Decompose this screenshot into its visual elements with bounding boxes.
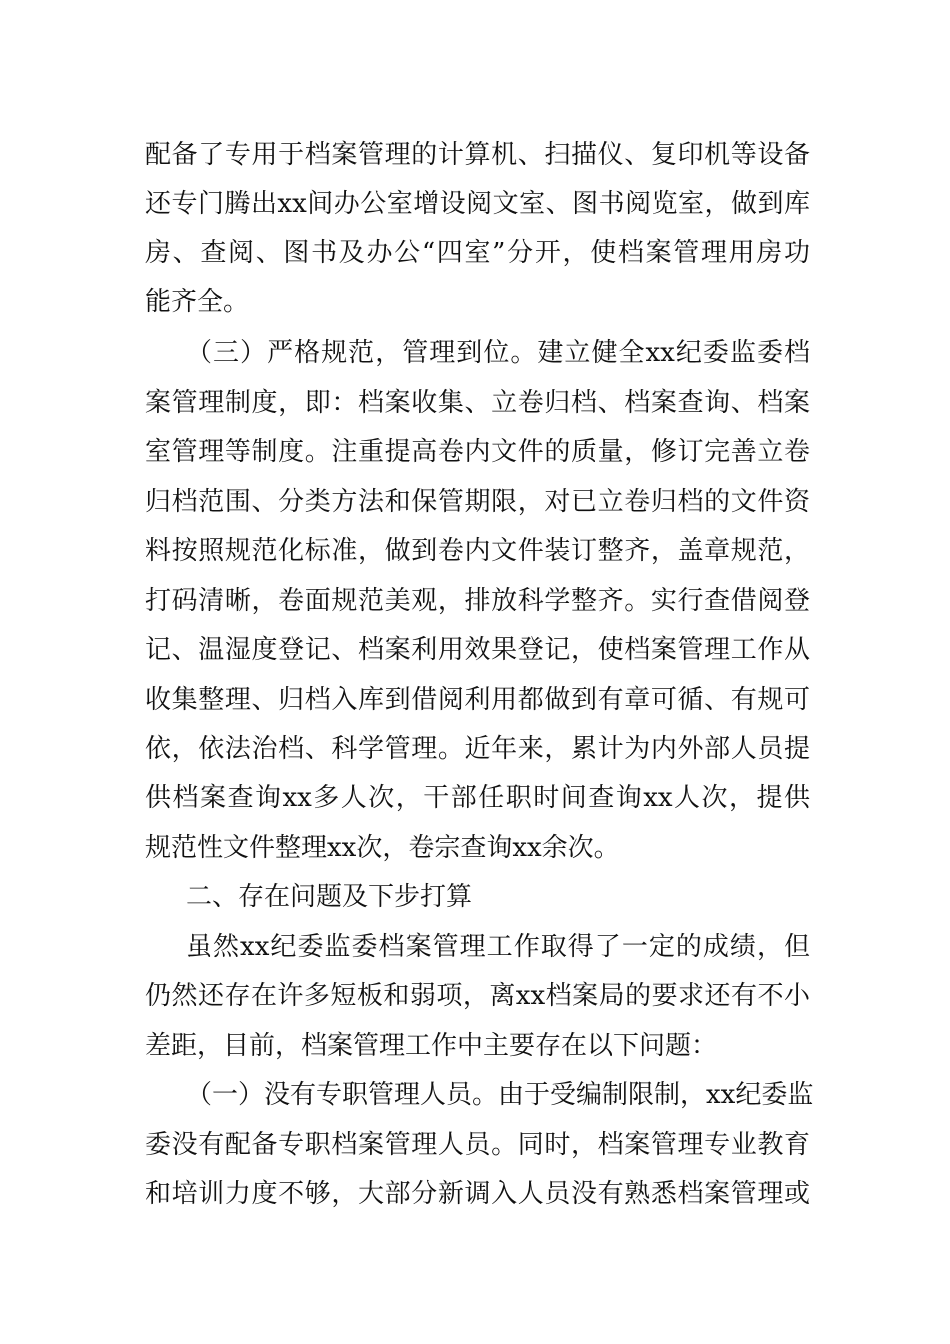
text-line: 室管理等制度。注重提高卷内文件的质量，修订完善立卷 bbox=[145, 437, 810, 467]
text-line: 和培训力度不够，大部分新调入人员没有熟悉档案管理或 bbox=[145, 1179, 810, 1209]
text-line: 差距，目前，档案管理工作中主要存在以下问题： bbox=[145, 1031, 718, 1061]
text-line: 规范性文件整理xx次，卷宗查询xx余次。 bbox=[145, 833, 620, 863]
paragraph-heading-line: （三）严格规范，管理到位。建立健全xx纪委监委档 bbox=[186, 338, 810, 368]
text-line: 能齐全。 bbox=[145, 287, 250, 317]
paragraph-heading-line: （一）没有专职管理人员。由于受编制限制，xx纪委监 bbox=[186, 1080, 814, 1110]
text-line: 虽然xx纪委监委档案管理工作取得了一定的成绩，但 bbox=[186, 932, 810, 962]
section-heading: 二、存在问题及下步打算 bbox=[186, 882, 473, 912]
text-line: 委没有配备专职档案管理人员。同时，档案管理专业教育 bbox=[145, 1130, 810, 1160]
text-line: 打码清晰，卷面规范美观，排放科学整齐。实行查借阅登 bbox=[145, 586, 810, 616]
text-line: 供档案查询xx多人次，干部任职时间查询xx人次，提供 bbox=[145, 783, 810, 813]
text-line: 依，依法治档、科学管理。近年来，累计为内外部人员提 bbox=[145, 734, 810, 764]
text-line: 记、温湿度登记、档案利用效果登记，使档案管理工作从 bbox=[145, 635, 810, 665]
text-line: 仍然还存在许多短板和弱项，离xx档案局的要求还有不小 bbox=[145, 981, 810, 1011]
text-line: 料按照规范化标准，做到卷内文件装订整齐，盖章规范， bbox=[145, 536, 810, 566]
text-line: 还专门腾出xx间办公室增设阅文室、图书阅览室，做到库 bbox=[145, 189, 810, 219]
text-line: 归档范围、分类方法和保管期限，对已立卷归档的文件资 bbox=[145, 487, 810, 517]
text-line: 配备了专用于档案管理的计算机、扫描仪、复印机等设备 bbox=[145, 140, 810, 170]
text-line: 案管理制度，即：档案收集、立卷归档、档案查询、档案 bbox=[145, 388, 810, 418]
text-line: 房、查阅、图书及办公“四室”分开，使档案管理用房功 bbox=[145, 238, 810, 268]
text-line: 收集整理、归档入库到借阅利用都做到有章可循、有规可 bbox=[145, 685, 810, 715]
